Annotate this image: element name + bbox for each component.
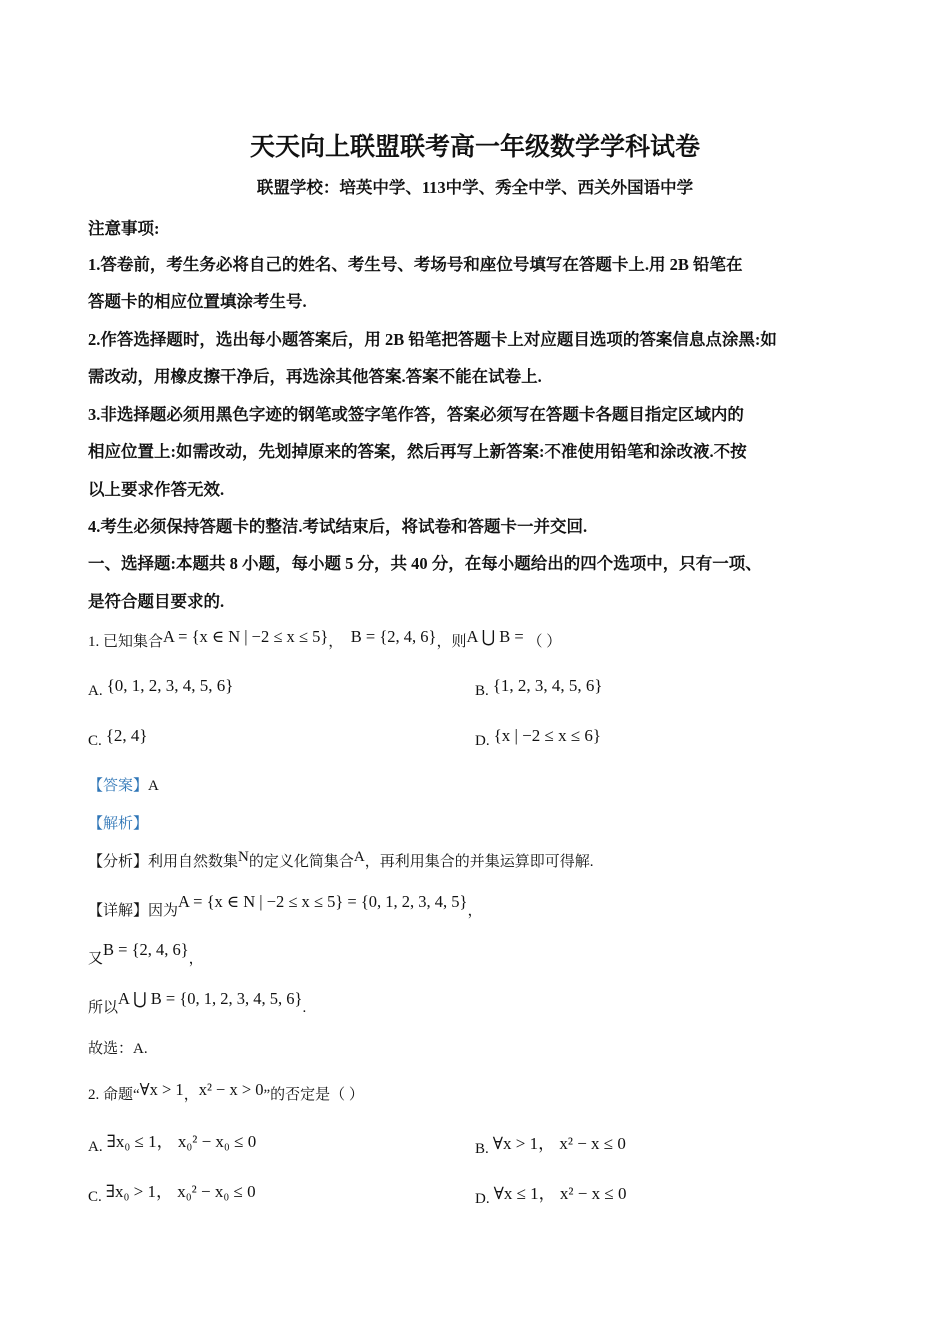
page-title: 天天向上联盟联考高一年级数学学科试卷: [249, 134, 700, 161]
option-value: {2, 4}: [105, 726, 148, 745]
option-label: C.: [88, 1189, 102, 1205]
punctuation: ，: [188, 951, 204, 967]
option-label: D.: [475, 733, 490, 749]
section-heading: 一、选择题:本题共 8 小题，每小题 5 分，共 40 分，在每小题给出的四个选项中，只有一项、: [88, 554, 762, 573]
punctuation: ，: [328, 634, 344, 650]
option-label: A.: [88, 1139, 103, 1155]
option-label: C.: [88, 733, 102, 749]
option-value: {x | −2 ≤ x ≤ 6}: [493, 726, 602, 745]
notice-heading: 注意事项:: [88, 219, 160, 238]
analysis-tag: 【解析】: [88, 816, 149, 832]
fenxi-text: ，再利用集合的并集运算即可得解.: [364, 854, 594, 870]
question-2-stem: [88, 1080, 364, 1104]
punctuation: ，: [183, 1087, 199, 1103]
option-a: [88, 676, 234, 699]
question-1-stem: [88, 627, 562, 651]
notice-line: 3.非选择题必须用黑色字迹的钢笔或签字笔作答，答案必须写在答题卡各题目指定区域内的: [88, 405, 744, 424]
notice-line: 1.答卷前，考生务必将自己的姓名、考生号、考场号和座位号填写在答题卡上.用 2B 铅笔在: [88, 255, 743, 274]
option-d: [475, 726, 602, 749]
quantifier-expr: ∀x > 1: [139, 1080, 184, 1099]
also-expr: B = {2, 4, 6}: [103, 940, 189, 959]
detail-text: 因为: [148, 903, 179, 919]
fenxi-text: 的定义化简集合: [248, 854, 354, 870]
fenxi-tag: 【分析】: [88, 854, 149, 870]
punctuation: ，: [467, 903, 483, 919]
fenxi-text: 利用自然数集: [148, 854, 239, 870]
inequality-expr: x² − x > 0: [198, 1080, 264, 1099]
notice-line: 以上要求作答无效.: [88, 480, 225, 499]
natural-set-symbol: N: [238, 849, 249, 865]
question-number: 2.: [88, 1087, 100, 1103]
notice-line: 需改动，用橡皮擦干净后，再选涂其他答案.答案不能在试卷上.: [88, 367, 542, 386]
so-text: 所以: [88, 1000, 119, 1016]
detail-tag: 【详解】: [88, 903, 149, 919]
set-b-expr: B = {2, 4, 6}: [350, 627, 437, 646]
option-label: D.: [475, 1191, 490, 1207]
option-value: {1, 2, 3, 4, 5, 6}: [492, 676, 603, 695]
option-value: ∃x₀ > 1， x₀² − x₀ ≤ 0: [105, 1182, 256, 1201]
question-text: ”的否定是（ ）: [263, 1087, 364, 1103]
question-number: 1.: [88, 634, 100, 650]
option-label: B.: [475, 1141, 489, 1157]
option-value: {0, 1, 2, 3, 4, 5, 6}: [106, 676, 234, 695]
answer-value: A: [148, 778, 159, 794]
punctuation: .: [302, 1000, 307, 1016]
choose-line: 故选：A.: [88, 1041, 148, 1057]
option-value: ∃x₀ ≤ 1， x₀² − x₀ ≤ 0: [106, 1132, 257, 1151]
question-text: 已知集合: [103, 634, 164, 650]
option-value: ∀x > 1， x² − x ≤ 0: [492, 1134, 626, 1153]
detail-line: [88, 892, 483, 920]
set-a-expr: A = {x ∈ N | −2 ≤ x ≤ 5}: [163, 627, 329, 646]
set-symbol: A: [353, 849, 365, 865]
option-b: [475, 1129, 626, 1157]
question-text: 命题“: [103, 1087, 140, 1103]
detail-expr: A = {x ∈ N | −2 ≤ x ≤ 5} = {0, 1, 2, 3, 4, 5}: [178, 892, 468, 911]
option-a: [88, 1127, 257, 1155]
notice-line: 相应位置上:如需改动，先划掉原来的答案，然后再写上新答案:不准使用铅笔和涂改液.不按: [88, 442, 747, 461]
also-text: 又: [88, 951, 104, 967]
option-c: [88, 726, 148, 749]
answer-line: [88, 774, 159, 795]
alliance-schools: 联盟学校：培英中学、113中学、秀全中学、西关外国语中学: [256, 178, 694, 197]
section-heading-cont: 是符合题目要求的.: [88, 592, 225, 611]
option-label: B.: [475, 683, 489, 699]
option-d: [475, 1179, 627, 1207]
so-expr: A ⋃ B = {0, 1, 2, 3, 4, 5, 6}: [118, 989, 303, 1008]
option-label: A.: [88, 683, 103, 699]
notice-line: 4.考生必须保持答题卡的整洁.考试结束后，将试卷和答题卡一并交回.: [88, 517, 588, 536]
option-b: [475, 676, 603, 699]
question-text: ，则: [436, 634, 467, 650]
so-line: [88, 989, 307, 1017]
answer-blank: （ ）: [527, 634, 562, 650]
notice-line: 答题卡的相应位置填涂考生号.: [88, 292, 307, 311]
option-c: [88, 1177, 256, 1205]
analysis-summary: [88, 850, 594, 871]
union-expr: A ⋃ B =: [466, 627, 524, 646]
also-line: [88, 940, 204, 968]
notice-line: 2.作答选择题时，选出每小题答案后，用 2B 铅笔把答题卡上对应题目选项的答案信息点涂黑:如: [88, 330, 777, 349]
option-value: ∀x ≤ 1， x² − x ≤ 0: [493, 1184, 627, 1203]
answer-tag: 【答案】: [88, 778, 149, 794]
